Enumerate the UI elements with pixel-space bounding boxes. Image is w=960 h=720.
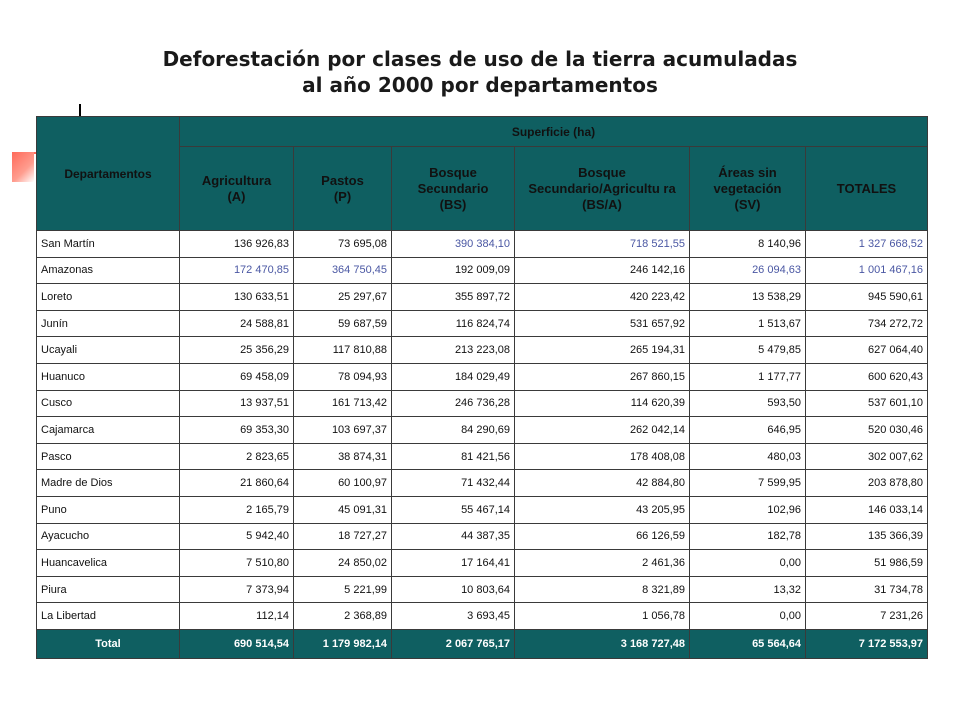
total-label: Total bbox=[37, 629, 180, 658]
table-cell: 26 094,63 bbox=[690, 257, 806, 284]
table-cell: 718 521,55 bbox=[515, 231, 690, 258]
table-cell: 646,95 bbox=[690, 417, 806, 444]
table-cell: 130 633,51 bbox=[180, 284, 294, 311]
total-cell: 2 067 765,17 bbox=[392, 629, 515, 658]
table-cell: 84 290,69 bbox=[392, 417, 515, 444]
table-row bbox=[37, 417, 928, 444]
table-cell: 537 601,10 bbox=[806, 390, 928, 417]
department-name: San Martín bbox=[37, 231, 180, 258]
total-cell: 3 168 727,48 bbox=[515, 629, 690, 658]
table-cell: 136 926,83 bbox=[180, 231, 294, 258]
department-name: Loreto bbox=[37, 284, 180, 311]
table-cell: 21 860,64 bbox=[180, 470, 294, 497]
table-cell: 69 353,30 bbox=[180, 417, 294, 444]
title-line-2: al año 2000 por departamentos bbox=[302, 73, 658, 97]
table-cell: 265 194,31 bbox=[515, 337, 690, 364]
superficie-header: Superficie (ha) bbox=[180, 117, 928, 147]
table-cell: 103 697,37 bbox=[294, 417, 392, 444]
table-cell: 5 942,40 bbox=[180, 523, 294, 550]
table-cell: 213 223,08 bbox=[392, 337, 515, 364]
total-cell: 1 179 982,14 bbox=[294, 629, 392, 658]
table-cell: 24 850,02 bbox=[294, 550, 392, 577]
table-cell: 2 165,79 bbox=[180, 496, 294, 523]
table-row bbox=[37, 496, 928, 523]
table-cell: 246 736,28 bbox=[392, 390, 515, 417]
table-cell: 8 321,89 bbox=[515, 576, 690, 603]
table-cell: 45 091,31 bbox=[294, 496, 392, 523]
column-header-code: (A) bbox=[227, 188, 246, 204]
table-row bbox=[37, 470, 928, 497]
table-cell: 302 007,62 bbox=[806, 443, 928, 470]
department-name: Ucayali bbox=[37, 337, 180, 364]
department-name: Cajamarca bbox=[37, 417, 180, 444]
table-cell: 600 620,43 bbox=[806, 363, 928, 390]
table-cell: 172 470,85 bbox=[180, 257, 294, 284]
table-row bbox=[37, 603, 928, 630]
table-cell: 0,00 bbox=[690, 603, 806, 630]
table-cell: 24 588,81 bbox=[180, 310, 294, 337]
table-cell: 25 356,29 bbox=[180, 337, 294, 364]
department-name: Junín bbox=[37, 310, 180, 337]
table-cell: 520 030,46 bbox=[806, 417, 928, 444]
column-header-code: (SV) bbox=[734, 196, 761, 212]
table-cell: 66 126,59 bbox=[515, 523, 690, 550]
table-cell: 161 713,42 bbox=[294, 390, 392, 417]
table-cell: 267 860,15 bbox=[515, 363, 690, 390]
table-cell: 420 223,42 bbox=[515, 284, 690, 311]
deforestation-table bbox=[36, 116, 928, 659]
department-name: Madre de Dios bbox=[37, 470, 180, 497]
table-cell: 593,50 bbox=[690, 390, 806, 417]
table-cell: 5 221,99 bbox=[294, 576, 392, 603]
table-row bbox=[37, 523, 928, 550]
table-cell: 135 366,39 bbox=[806, 523, 928, 550]
department-name: La Libertad bbox=[37, 603, 180, 630]
table-cell: 7 599,95 bbox=[690, 470, 806, 497]
table-cell: 55 467,14 bbox=[392, 496, 515, 523]
table-cell: 71 432,44 bbox=[392, 470, 515, 497]
column-header-label: Pastos bbox=[321, 172, 364, 188]
table-cell: 13,32 bbox=[690, 576, 806, 603]
table-row bbox=[37, 443, 928, 470]
table-cell: 1 056,78 bbox=[515, 603, 690, 630]
table-cell: 69 458,09 bbox=[180, 363, 294, 390]
table-cell: 10 803,64 bbox=[392, 576, 515, 603]
column-header-label: Bosque Secundario/Agricultu ra bbox=[528, 164, 676, 196]
table-cell: 78 094,93 bbox=[294, 363, 392, 390]
department-name: Huancavelica bbox=[37, 550, 180, 577]
table-cell: 73 695,08 bbox=[294, 231, 392, 258]
column-header bbox=[294, 147, 392, 231]
decorative-red-accent bbox=[12, 152, 34, 182]
table-cell: 7 510,80 bbox=[180, 550, 294, 577]
column-header-code: (BS) bbox=[439, 196, 467, 212]
table-cell: 17 164,41 bbox=[392, 550, 515, 577]
table-cell: 42 884,80 bbox=[515, 470, 690, 497]
table-cell: 81 421,56 bbox=[392, 443, 515, 470]
table-cell: 7 231,26 bbox=[806, 603, 928, 630]
table-cell: 734 272,72 bbox=[806, 310, 928, 337]
table-cell: 1 001 467,16 bbox=[806, 257, 928, 284]
table-cell: 480,03 bbox=[690, 443, 806, 470]
table-cell: 3 693,45 bbox=[392, 603, 515, 630]
page-title bbox=[100, 46, 860, 98]
table-cell: 192 009,09 bbox=[392, 257, 515, 284]
total-cell: 65 564,64 bbox=[690, 629, 806, 658]
table-cell: 31 734,78 bbox=[806, 576, 928, 603]
table-cell: 2 368,89 bbox=[294, 603, 392, 630]
column-header bbox=[690, 147, 806, 231]
column-header-label: Áreas sin vegetación bbox=[713, 164, 782, 196]
table-cell: 1 513,67 bbox=[690, 310, 806, 337]
table-cell: 38 874,31 bbox=[294, 443, 392, 470]
column-header bbox=[806, 147, 928, 231]
department-name: Huanuco bbox=[37, 363, 180, 390]
department-name: Pasco bbox=[37, 443, 180, 470]
table-cell: 146 033,14 bbox=[806, 496, 928, 523]
total-cell: 690 514,54 bbox=[180, 629, 294, 658]
column-header bbox=[180, 147, 294, 231]
column-header-label: TOTALES bbox=[836, 180, 897, 196]
table-cell: 262 042,14 bbox=[515, 417, 690, 444]
table-cell: 2 461,36 bbox=[515, 550, 690, 577]
table-cell: 364 750,45 bbox=[294, 257, 392, 284]
department-name: Amazonas bbox=[37, 257, 180, 284]
table-cell: 51 986,59 bbox=[806, 550, 928, 577]
table-cell: 59 687,59 bbox=[294, 310, 392, 337]
column-header bbox=[515, 147, 690, 231]
table-row bbox=[37, 231, 928, 258]
table-cell: 44 387,35 bbox=[392, 523, 515, 550]
table-cell: 18 727,27 bbox=[294, 523, 392, 550]
table-cell: 355 897,72 bbox=[392, 284, 515, 311]
table-cell: 7 373,94 bbox=[180, 576, 294, 603]
table-cell: 945 590,61 bbox=[806, 284, 928, 311]
department-name: Ayacucho bbox=[37, 523, 180, 550]
table-row bbox=[37, 576, 928, 603]
table-cell: 178 408,08 bbox=[515, 443, 690, 470]
table-cell: 112,14 bbox=[180, 603, 294, 630]
table-cell: 182,78 bbox=[690, 523, 806, 550]
table-row bbox=[37, 390, 928, 417]
table-row bbox=[37, 363, 928, 390]
table-cell: 627 064,40 bbox=[806, 337, 928, 364]
table-row bbox=[37, 257, 928, 284]
table-row bbox=[37, 284, 928, 311]
title-line-1: Deforestación por clases de uso de la tierra acumuladas bbox=[162, 47, 798, 71]
department-name: Puno bbox=[37, 496, 180, 523]
department-name: Cusco bbox=[37, 390, 180, 417]
table-cell: 184 029,49 bbox=[392, 363, 515, 390]
column-header-code: (P) bbox=[333, 188, 352, 204]
table-row bbox=[37, 337, 928, 364]
table-cell: 390 384,10 bbox=[392, 231, 515, 258]
table-cell: 531 657,92 bbox=[515, 310, 690, 337]
table-cell: 60 100,97 bbox=[294, 470, 392, 497]
department-name: Piura bbox=[37, 576, 180, 603]
column-header bbox=[392, 147, 515, 231]
table-cell: 43 205,95 bbox=[515, 496, 690, 523]
total-cell: 7 172 553,97 bbox=[806, 629, 928, 658]
table-row bbox=[37, 310, 928, 337]
table-cell: 1 177,77 bbox=[690, 363, 806, 390]
table-cell: 2 823,65 bbox=[180, 443, 294, 470]
table-cell: 0,00 bbox=[690, 550, 806, 577]
table-cell: 116 824,74 bbox=[392, 310, 515, 337]
table-cell: 1 327 668,52 bbox=[806, 231, 928, 258]
column-header-code: (BS/A) bbox=[582, 196, 622, 212]
table-cell: 8 140,96 bbox=[690, 231, 806, 258]
table-cell: 246 142,16 bbox=[515, 257, 690, 284]
column-header-label: Agricultura bbox=[201, 172, 272, 188]
table-cell: 117 810,88 bbox=[294, 337, 392, 364]
table-cell: 203 878,80 bbox=[806, 470, 928, 497]
table-cell: 114 620,39 bbox=[515, 390, 690, 417]
table-cell: 5 479,85 bbox=[690, 337, 806, 364]
table-cell: 102,96 bbox=[690, 496, 806, 523]
table-row bbox=[37, 550, 928, 577]
column-header-label: Bosque Secundario bbox=[417, 164, 489, 196]
table-cell: 13 937,51 bbox=[180, 390, 294, 417]
table-cell: 25 297,67 bbox=[294, 284, 392, 311]
table-cell: 13 538,29 bbox=[690, 284, 806, 311]
departamentos-header: Departamentos bbox=[37, 117, 180, 231]
total-row bbox=[37, 629, 928, 658]
